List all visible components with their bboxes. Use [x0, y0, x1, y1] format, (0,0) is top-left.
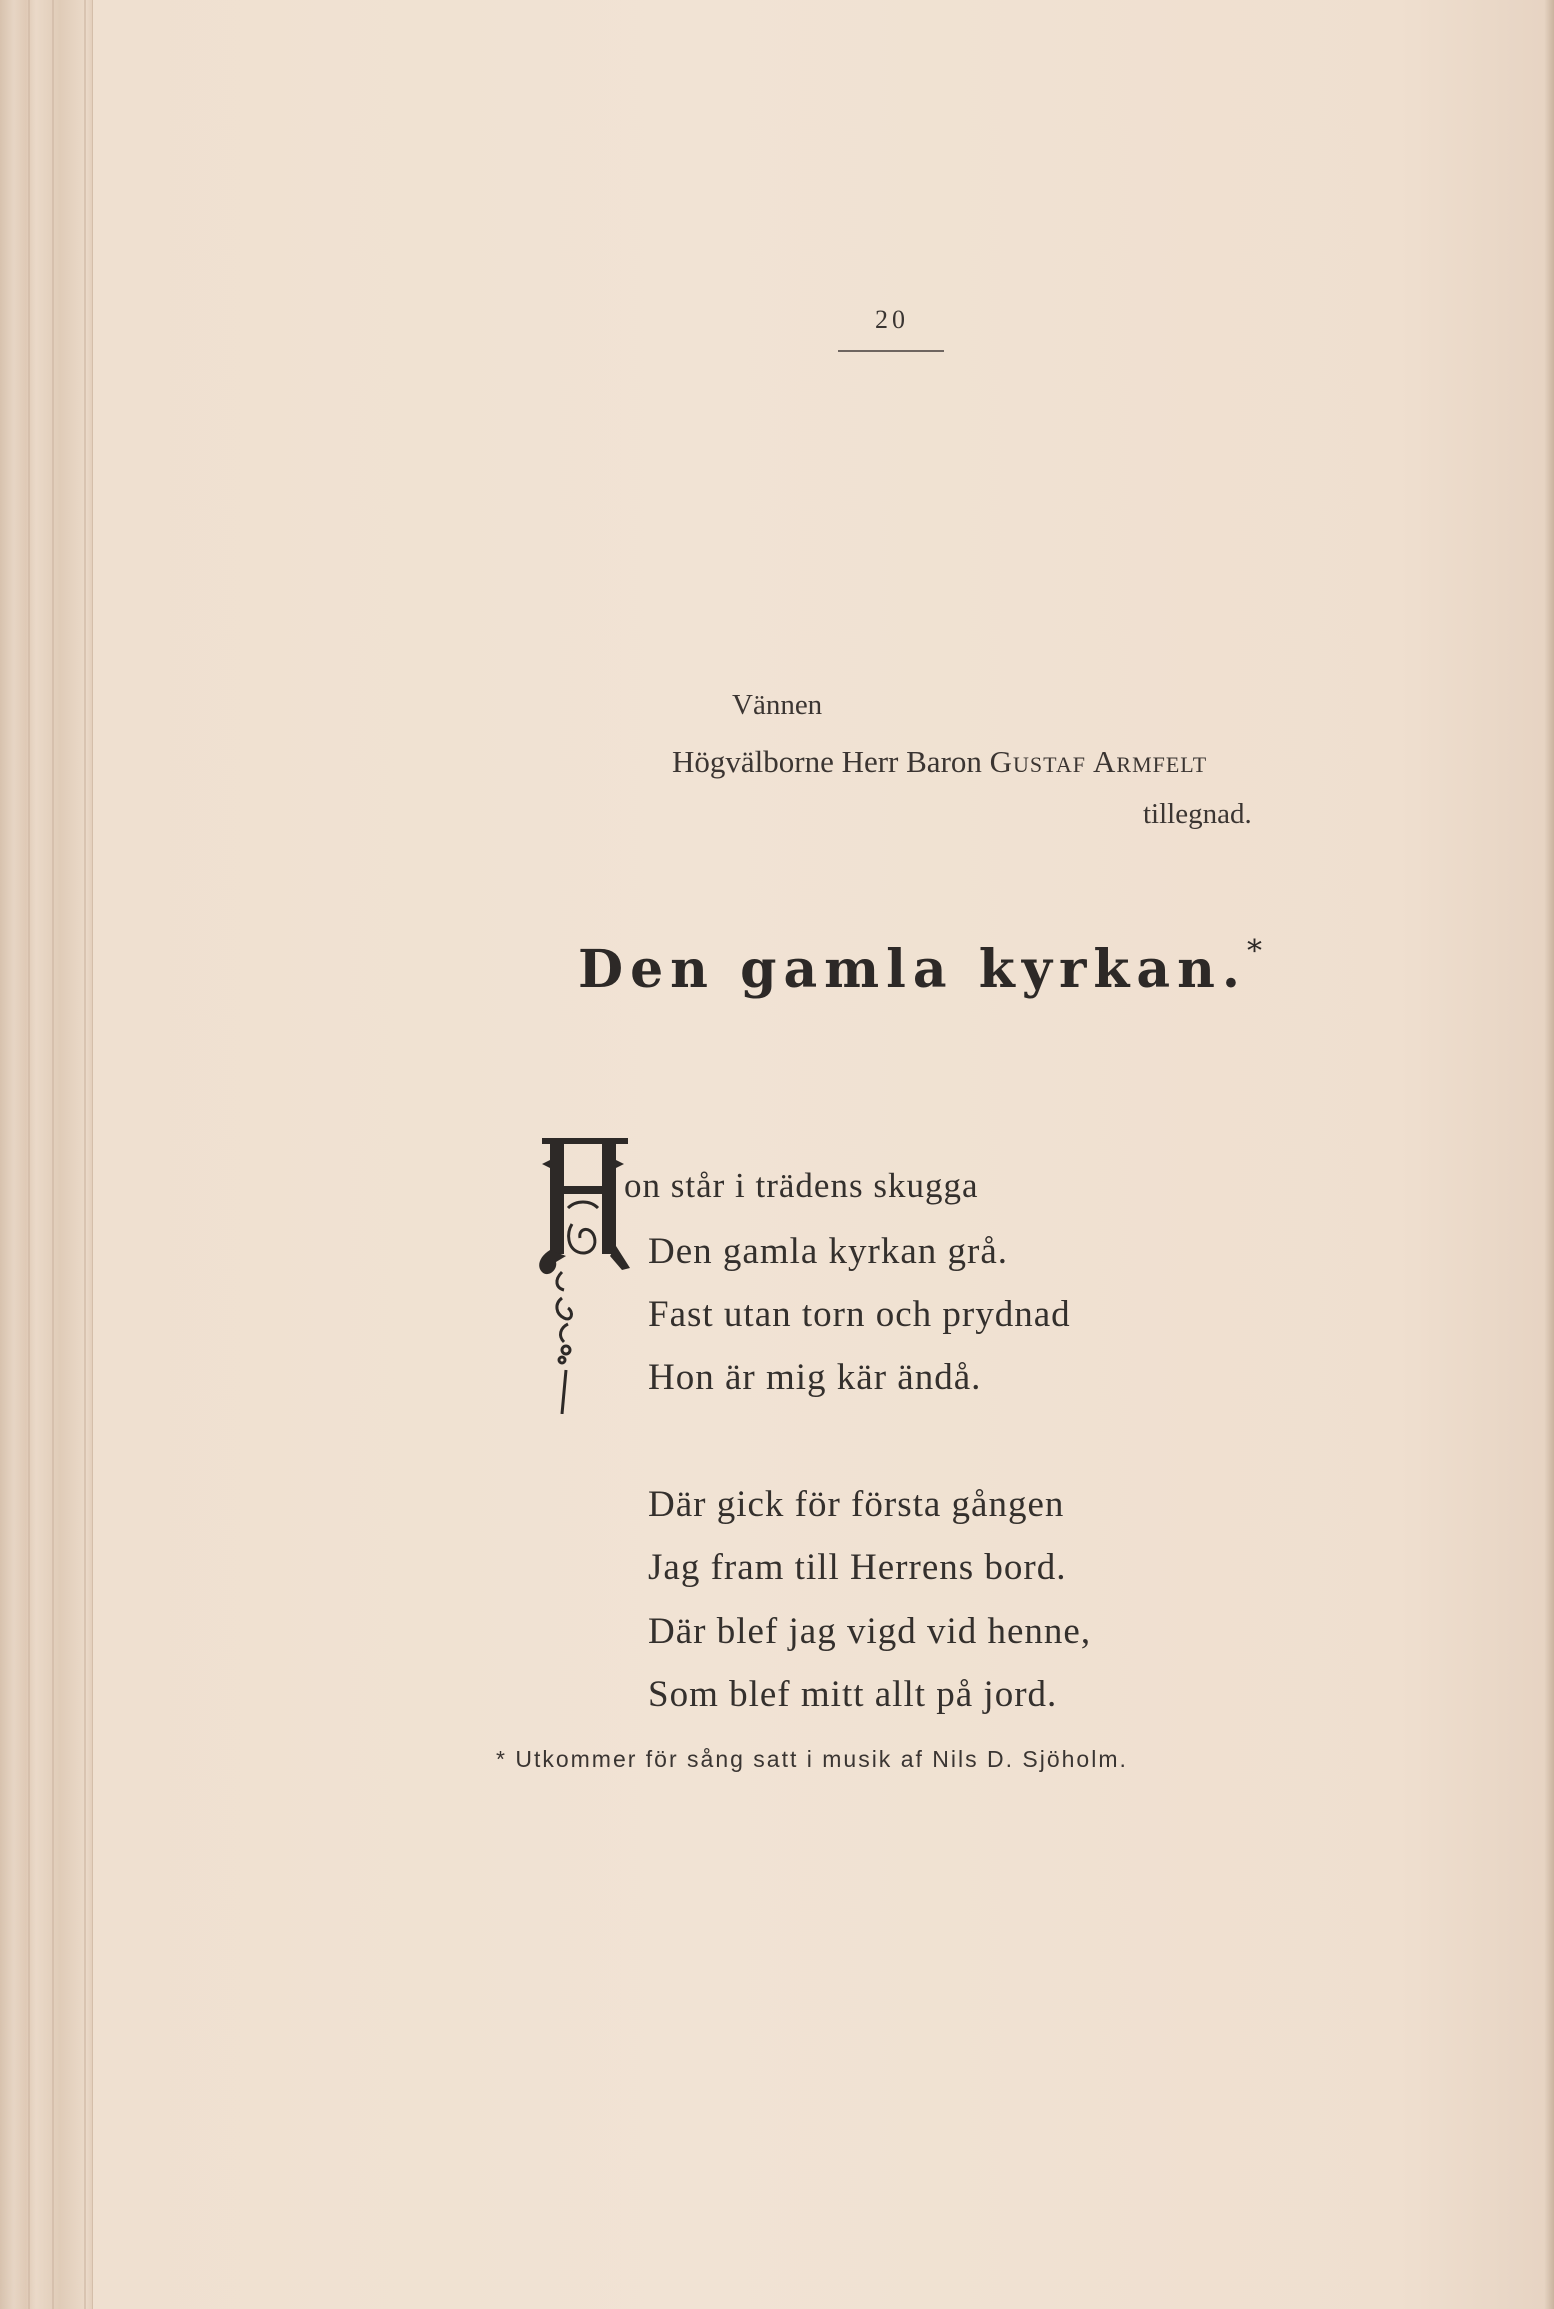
verse-line: Jag fram till Herrens bord. [648, 1547, 1067, 1588]
page-edge-strip [0, 0, 93, 2309]
page-number: 20 [875, 305, 909, 334]
page-right-edge [1544, 0, 1554, 2309]
page-number-rule [838, 350, 944, 352]
verse-line: Där gick för första gången [648, 1484, 1065, 1525]
ornamental-dropcap-h [532, 1138, 636, 1414]
dedication-line-2 [672, 744, 1207, 780]
footnote: * Utkommer för sång satt i musik af Nils D. Sjöholm. [496, 1746, 1128, 1772]
verse-line: Hon är mig kär ändå. [648, 1357, 982, 1398]
poem-title-text: Den gamla kyrkan. [578, 939, 1247, 1000]
dedication-name: Gustaf Armfelt [989, 744, 1208, 779]
poem-title [578, 934, 1262, 1000]
dedication-prefix: Högvälborne Herr Baron [672, 744, 990, 779]
page-edge-line [28, 0, 30, 2309]
verse-line: on står i trädens skugga [624, 1166, 979, 1205]
page-edge-line [84, 0, 86, 2309]
verse-line: Som blef mitt allt på jord. [648, 1674, 1058, 1715]
verse-line: Den gamla kyrkan grå. [648, 1231, 1009, 1272]
dedication-line-3: tillegnad. [1143, 798, 1252, 830]
verse-line: Där blef jag vigd vid henne, [648, 1611, 1092, 1652]
page-edge-line [52, 0, 54, 2309]
dedication-line-1: Vännen [732, 689, 823, 721]
footnote-marker: * [1247, 934, 1262, 969]
verse-line: Fast utan torn och prydnad [648, 1294, 1071, 1335]
